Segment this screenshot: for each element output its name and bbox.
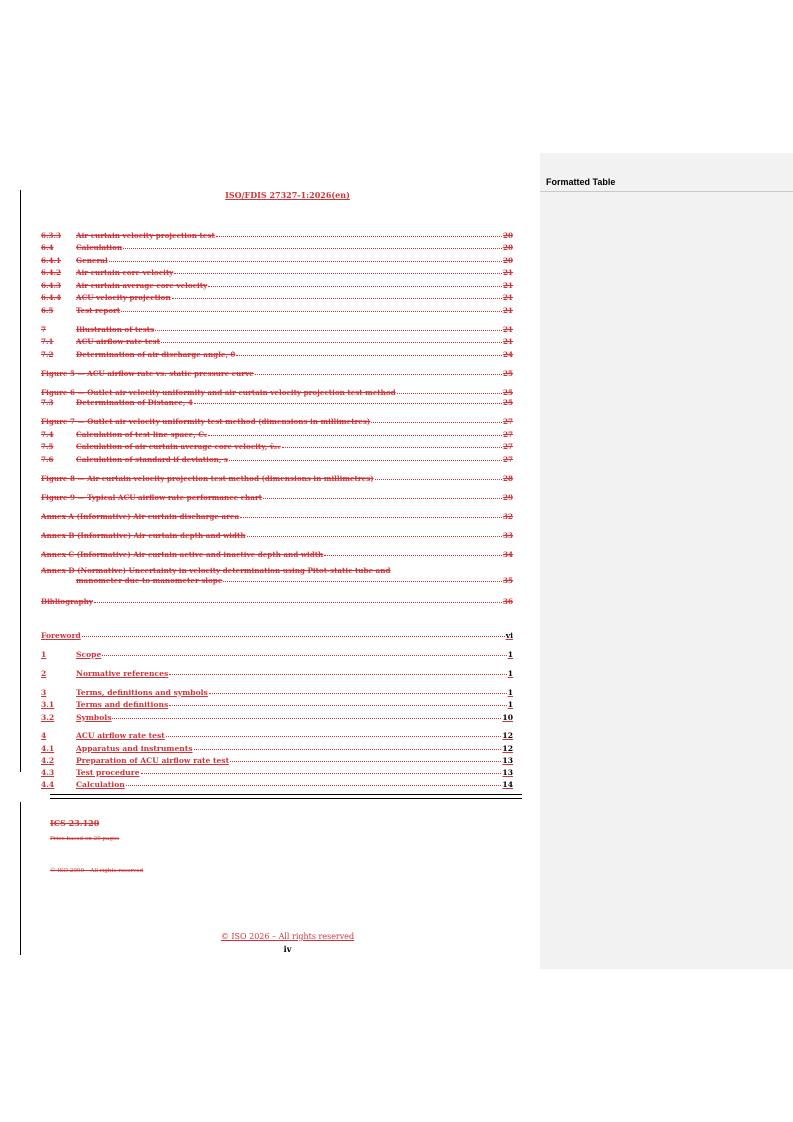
- toc-number: 4.4: [41, 780, 55, 789]
- toc-entry[interactable]: [41, 688, 513, 697]
- toc-entry[interactable]: [41, 430, 513, 439]
- toc-leader: [375, 473, 502, 480]
- toc-leader: [216, 230, 502, 237]
- toc-page: 27: [502, 455, 513, 464]
- toc-leader: [112, 712, 501, 719]
- toc-page: 13: [502, 768, 513, 777]
- toc-page: 20: [502, 243, 513, 252]
- toc-title: Apparatus and instruments: [76, 744, 193, 753]
- toc-title: Figure 5 — ACU airflow rate vs. static pressure curve: [41, 369, 254, 378]
- toc-entry[interactable]: [41, 388, 513, 397]
- toc-leader: [123, 242, 502, 249]
- toc-number: 7.4: [41, 430, 54, 439]
- toc-number: 4.2: [41, 756, 55, 765]
- toc-entry[interactable]: [41, 256, 513, 265]
- toc-page: 12: [502, 744, 513, 753]
- separator-line: [50, 794, 522, 795]
- toc-number: 6.4.3: [41, 281, 62, 290]
- toc-leader: [194, 397, 502, 404]
- toc-number: 7: [41, 325, 47, 334]
- toc-title: ACU velocity projection: [76, 293, 171, 302]
- toc-entry[interactable]: [41, 713, 513, 722]
- comment-pane: [540, 153, 793, 969]
- toc-entry[interactable]: [41, 756, 513, 765]
- toc-entry[interactable]: [41, 512, 513, 521]
- price-note: Price based on 29 pages: [50, 836, 120, 842]
- toc-title: Annex B (Informative) Air curtain depth and width: [41, 531, 246, 540]
- comment-title: Formatted Table: [546, 177, 616, 187]
- toc-title: Figure 7 — Outlet air velocity uniformity test method (dimensions in millimetres): [41, 417, 371, 426]
- toc-number: 6.4.2: [41, 268, 62, 277]
- toc-page: 21: [502, 325, 513, 334]
- toc-entry[interactable]: [41, 417, 513, 426]
- toc-leader: [141, 767, 502, 774]
- toc-leader: [208, 280, 502, 287]
- toc-number: 6.4.4: [41, 293, 62, 302]
- toc-leader: [102, 649, 506, 656]
- toc-entry[interactable]: [41, 398, 513, 407]
- toc-page: 21: [502, 268, 513, 277]
- toc-page: 25: [502, 398, 513, 407]
- toc-entry[interactable]: [41, 768, 513, 777]
- toc-title: ACU airflow rate test: [76, 731, 165, 740]
- toc-title: Calculation of standard if deviation, s: [76, 455, 228, 464]
- toc-number: 1: [41, 650, 47, 659]
- toc-entry[interactable]: [41, 369, 513, 378]
- toc-page: vi: [505, 631, 513, 640]
- toc-page: 27: [502, 430, 513, 439]
- document-header: ISO/FDIS 27327-1:2026(en): [225, 190, 350, 200]
- toc-title: Calculation of test line space, Cₛ: [76, 430, 207, 439]
- toc-page: 13: [502, 756, 513, 765]
- toc-entry[interactable]: [41, 474, 513, 483]
- toc-title: Figure 6 — Outlet air velocity uniformity and air curtain velocity projection test method: [41, 388, 396, 397]
- toc-leader: [229, 454, 502, 461]
- toc-leader: [282, 441, 502, 448]
- toc-number: 7.5: [41, 442, 54, 451]
- page-number: iv: [283, 944, 292, 954]
- toc-entry[interactable]: [41, 293, 513, 302]
- toc-leader: [223, 575, 502, 582]
- toc-leader: [194, 743, 502, 750]
- toc-page: 25: [502, 388, 513, 397]
- toc-title: Annex C (Informative) Air curtain active and inactive depth and width: [41, 550, 324, 559]
- toc-leader: [121, 305, 502, 312]
- toc-title: Normative references: [76, 669, 169, 678]
- toc-page: 33: [502, 531, 513, 540]
- change-bar: [20, 190, 21, 772]
- toc-page: 27: [502, 442, 513, 451]
- toc-number: 2: [41, 669, 47, 678]
- toc-page: 12: [502, 731, 513, 740]
- toc-number: 3.2: [41, 713, 55, 722]
- toc-leader: [255, 368, 502, 375]
- ics-code: ICS 23.120: [50, 818, 100, 828]
- toc-entry[interactable]: [41, 337, 513, 346]
- toc-entry[interactable]: [41, 597, 513, 606]
- toc-title: Annex A (Informative) Air curtain discharge area: [41, 512, 240, 521]
- toc-entry[interactable]: [41, 700, 513, 709]
- toc-entry[interactable]: [41, 669, 513, 678]
- toc-number: 7.3: [41, 398, 54, 407]
- toc-leader: [169, 699, 506, 706]
- toc-title: Bibliography: [41, 597, 93, 606]
- toc-title: Annex D (Normative) Uncertainty in velocity determination using Pitot-static tube and: [41, 566, 391, 575]
- toc-page: 21: [502, 281, 513, 290]
- toc-title: Figure 8 — Air curtain velocity projection test method (dimensions in millimetres): [41, 474, 374, 483]
- toc-entry[interactable]: [41, 231, 513, 240]
- toc-entry[interactable]: [41, 350, 513, 359]
- toc-title: Air curtain core velocity: [76, 268, 174, 277]
- toc-page: 29: [502, 493, 513, 502]
- toc-title: Calculation: [76, 780, 125, 789]
- toc-page: 21: [502, 293, 513, 302]
- toc-leader: [109, 255, 502, 262]
- toc-page: 10: [502, 713, 513, 722]
- toc-entry[interactable]: [41, 325, 513, 334]
- toc-title: Terms and definitions: [76, 700, 169, 709]
- toc-title: Symbols: [76, 713, 112, 722]
- toc-entry[interactable]: [41, 550, 513, 559]
- toc-title: Test report: [76, 306, 121, 315]
- toc-title: Scope: [76, 650, 102, 659]
- toc-leader: [240, 511, 502, 518]
- toc-leader: [247, 530, 502, 537]
- toc-entry[interactable]: [41, 493, 513, 502]
- toc-title: Terms, definitions and symbols: [76, 688, 208, 697]
- old-copyright: © ISO 2009 – All rights reserved: [50, 868, 144, 874]
- toc-entry[interactable]: [41, 650, 513, 659]
- toc-number: 6.4: [41, 243, 54, 252]
- toc-title: Air curtain velocity projection test: [76, 231, 215, 240]
- toc-leader: [172, 292, 502, 299]
- toc-number: 6.5: [41, 306, 54, 315]
- toc-entry[interactable]: [41, 631, 513, 640]
- toc-number: 4.3: [41, 768, 55, 777]
- toc-number: 3: [41, 688, 47, 697]
- separator-line: [50, 798, 522, 799]
- toc-leader: [161, 336, 502, 343]
- toc-title: Determination of air discharge angle, θ: [76, 350, 236, 359]
- toc-number: 7.1: [41, 337, 54, 346]
- toc-page: 1: [507, 669, 513, 678]
- toc-leader: [166, 730, 502, 737]
- toc-title: Air curtain average core velocity: [76, 281, 208, 290]
- toc-leader: [236, 349, 502, 356]
- toc-title: Figure 9 — Typical ACU airflow rate performance chart: [41, 493, 263, 502]
- toc-leader: [371, 416, 502, 423]
- toc-page: 24: [502, 350, 513, 359]
- toc-page: 1: [507, 688, 513, 697]
- footer-copyright: © ISO 2026 – All rights reserved: [220, 932, 355, 941]
- toc-page: 1: [507, 650, 513, 659]
- toc-page: 1: [507, 700, 513, 709]
- toc-leader: [397, 387, 502, 394]
- toc-title: Preparation of ACU airflow rate test: [76, 756, 230, 765]
- toc-leader: [82, 630, 505, 637]
- toc-entry-continuation[interactable]: [41, 576, 513, 585]
- toc-title: General: [76, 256, 108, 265]
- toc-leader: [208, 429, 502, 436]
- toc-page: 32: [502, 512, 513, 521]
- toc-leader: [263, 492, 502, 499]
- toc-page: 20: [502, 231, 513, 240]
- toc-leader: [155, 324, 502, 331]
- toc-number: 4: [41, 731, 47, 740]
- toc-number: 6.3.3: [41, 231, 62, 240]
- toc-leader: [174, 267, 502, 274]
- toc-title: Determination of Distance, 4: [76, 398, 193, 407]
- comment-divider: [540, 191, 793, 192]
- toc-leader: [169, 668, 506, 675]
- toc-leader: [94, 596, 502, 603]
- toc-entry[interactable]: [41, 566, 513, 575]
- toc-entry[interactable]: [41, 268, 513, 277]
- toc-entry[interactable]: [41, 731, 513, 740]
- toc-page: 21: [502, 306, 513, 315]
- toc-page: 25: [502, 369, 513, 378]
- toc-page: 14: [502, 780, 513, 789]
- toc-entry[interactable]: [41, 531, 513, 540]
- toc-entry[interactable]: [41, 455, 513, 464]
- toc-number: 7.6: [41, 455, 54, 464]
- toc-page: 27: [502, 417, 513, 426]
- toc-title: Calculation of air curtain average core velocity, v̄ₐᵥ: [76, 442, 281, 451]
- toc-number: 4.1: [41, 744, 55, 753]
- toc-entry[interactable]: [41, 780, 513, 789]
- toc-entry[interactable]: [41, 744, 513, 753]
- toc-page: 36: [502, 597, 513, 606]
- toc-leader: [126, 779, 502, 786]
- toc-page: 28: [502, 474, 513, 483]
- toc-leader: [324, 549, 502, 556]
- toc-title: Calculation: [76, 243, 123, 252]
- toc-entry[interactable]: [41, 281, 513, 290]
- toc-title: manometer due to manometer slope: [76, 576, 223, 585]
- toc-leader: [230, 755, 501, 762]
- toc-entry[interactable]: [41, 442, 513, 451]
- toc-title: ACU airflow rate test: [76, 337, 161, 346]
- toc-page: 21: [502, 337, 513, 346]
- toc-title: Illustration of tests: [76, 325, 155, 334]
- toc-number: 7.2: [41, 350, 54, 359]
- toc-page: 35: [502, 576, 513, 585]
- toc-leader: [209, 687, 507, 694]
- toc-entry[interactable]: [41, 243, 513, 252]
- toc-page: 20: [502, 256, 513, 265]
- toc-entry[interactable]: [41, 306, 513, 315]
- toc-number: 3.1: [41, 700, 55, 709]
- toc-number: 6.4.1: [41, 256, 62, 265]
- toc-page: 34: [502, 550, 513, 559]
- toc-title: Test procedure: [76, 768, 140, 777]
- toc-title: Foreword: [41, 631, 81, 640]
